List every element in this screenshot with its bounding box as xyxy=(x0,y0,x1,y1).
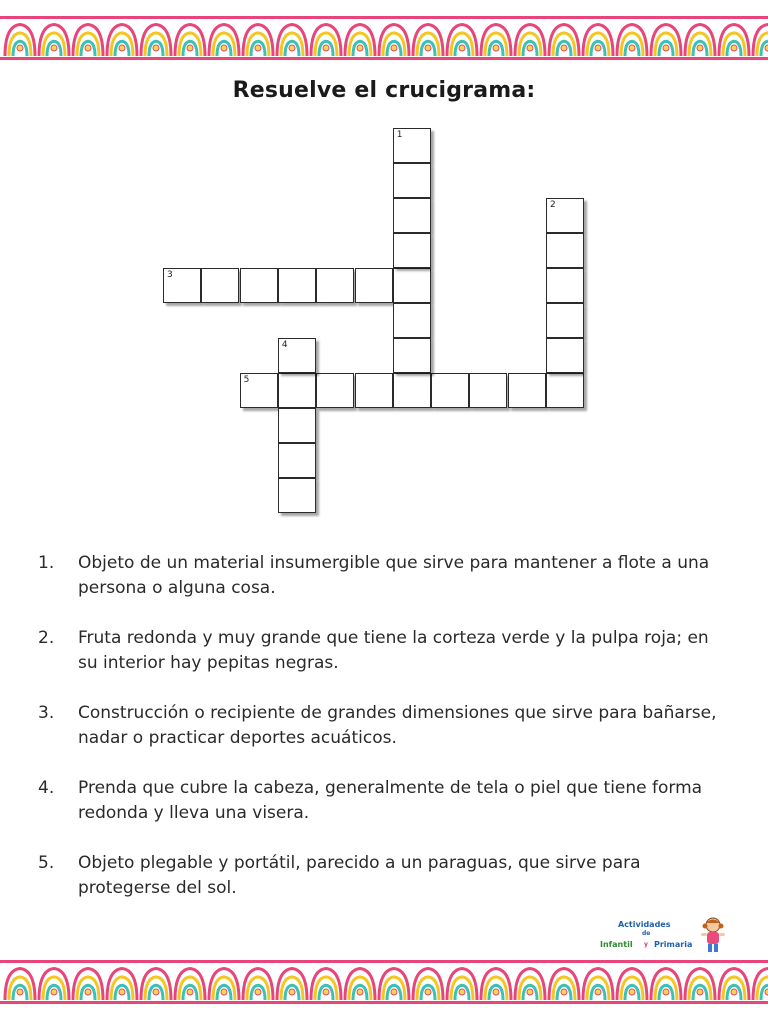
clue-number: 4. xyxy=(38,778,55,798)
logo-text-de: de xyxy=(642,930,651,937)
crossword-cell[interactable] xyxy=(546,338,584,373)
crossword-cell[interactable] xyxy=(278,268,316,303)
clue-text: Objeto plegable y portátil, parecido a un paraguas, que sirve para protegerse del sol. xyxy=(78,853,641,898)
brand-logo xyxy=(598,916,730,956)
clue-item-5 xyxy=(38,851,728,901)
logo-text-y: y xyxy=(644,941,648,948)
cell-clue-number: 4 xyxy=(281,340,288,350)
crossword-cell[interactable] xyxy=(355,268,393,303)
crossword-cell[interactable] xyxy=(393,128,431,163)
crossword-cell[interactable] xyxy=(316,373,354,408)
border-motif xyxy=(753,969,768,1001)
border-motif xyxy=(39,969,69,1001)
clue-list xyxy=(38,551,728,926)
clue-item-4 xyxy=(38,776,728,826)
crossword-cell[interactable] xyxy=(469,373,507,408)
border-motif xyxy=(311,969,341,1001)
crossword-cell[interactable] xyxy=(163,268,201,303)
cell-clue-number: 2 xyxy=(550,200,556,210)
crossword-cell[interactable] xyxy=(393,303,431,338)
crossword-cell[interactable] xyxy=(546,373,584,408)
border-motif xyxy=(719,969,749,1001)
crossword-cell[interactable] xyxy=(278,338,316,373)
crossword-cell[interactable] xyxy=(278,408,316,443)
crossword-cell[interactable] xyxy=(393,233,431,268)
border-motif xyxy=(141,969,171,1001)
crossword-cell[interactable] xyxy=(278,478,316,513)
clue-text: Construcción o recipiente de grandes dimensiones que sirve para bañarse, nadar o practicar deportes acuáticos. xyxy=(78,703,717,748)
border-motif xyxy=(617,969,647,1001)
border-motif xyxy=(277,969,307,1001)
clue-text: Prenda que cubre la cabeza, generalmente de tela o piel que tiene forma redonda y lleva una visera. xyxy=(78,778,703,823)
crossword-cell[interactable] xyxy=(546,303,584,338)
crossword-cell[interactable] xyxy=(278,373,316,408)
crossword-cell[interactable] xyxy=(393,198,431,233)
clue-number: 5. xyxy=(38,853,55,873)
crossword-cell[interactable] xyxy=(355,373,393,408)
border-motif xyxy=(481,969,511,1001)
clue-item-3 xyxy=(38,701,728,751)
crossword-cell[interactable] xyxy=(393,268,431,303)
logo-text-primaria: Primaria xyxy=(654,940,693,949)
crossword-cell[interactable] xyxy=(393,373,431,408)
crossword-cell[interactable] xyxy=(201,268,239,303)
clue-number: 3. xyxy=(38,703,55,723)
crossword-cell[interactable] xyxy=(546,233,584,268)
cell-clue-number: 5 xyxy=(243,375,250,385)
crossword-cell[interactable] xyxy=(278,443,316,478)
crossword-cell[interactable] xyxy=(316,268,354,303)
crossword-cell[interactable] xyxy=(240,268,278,303)
logo-text-infantil: Infantil xyxy=(600,940,633,949)
kid-mascot-icon xyxy=(698,916,728,954)
clue-text: Objeto de un material insumergible que sirve para mantener a flote a una persona o alguna cosa. xyxy=(78,553,710,598)
clue-text: Fruta redonda y muy grande que tiene la corteza verde y la pulpa roja; en su interior hay pepitas negras. xyxy=(78,628,709,673)
border-motif xyxy=(243,969,273,1001)
border-motif xyxy=(209,969,239,1001)
bottom-decorative-border xyxy=(0,958,768,1008)
border-motif xyxy=(5,969,35,1001)
border-motif xyxy=(175,969,205,1001)
crossword-cell[interactable] xyxy=(508,373,546,408)
border-motif xyxy=(583,969,613,1001)
clue-item-1 xyxy=(38,551,728,601)
border-line xyxy=(0,1001,768,1004)
crossword-cell[interactable] xyxy=(431,373,469,408)
border-motif xyxy=(549,969,579,1001)
crossword-cell[interactable] xyxy=(393,163,431,198)
clue-number: 2. xyxy=(38,628,55,648)
crossword-cell[interactable] xyxy=(240,373,278,408)
border-motif xyxy=(447,969,477,1001)
border-motif xyxy=(651,969,681,1001)
clue-number: 1. xyxy=(38,553,55,573)
border-motif xyxy=(413,969,443,1001)
crossword-cell[interactable] xyxy=(546,198,584,233)
crossword-cell[interactable] xyxy=(393,338,431,373)
border-line xyxy=(0,960,768,963)
crossword-cell[interactable] xyxy=(546,268,584,303)
cell-clue-number: 1 xyxy=(396,130,403,140)
border-motif xyxy=(345,969,375,1001)
worksheet-title: Resuelve el crucigrama: xyxy=(232,78,536,103)
logo-text-actividades: Actividades xyxy=(618,920,671,929)
border-motif xyxy=(685,969,715,1001)
border-motif xyxy=(73,969,103,1001)
border-motif xyxy=(515,969,545,1001)
border-motif xyxy=(107,969,137,1001)
cell-clue-number: 3 xyxy=(167,270,173,280)
border-motif xyxy=(379,969,409,1001)
clue-item-2 xyxy=(38,626,728,676)
